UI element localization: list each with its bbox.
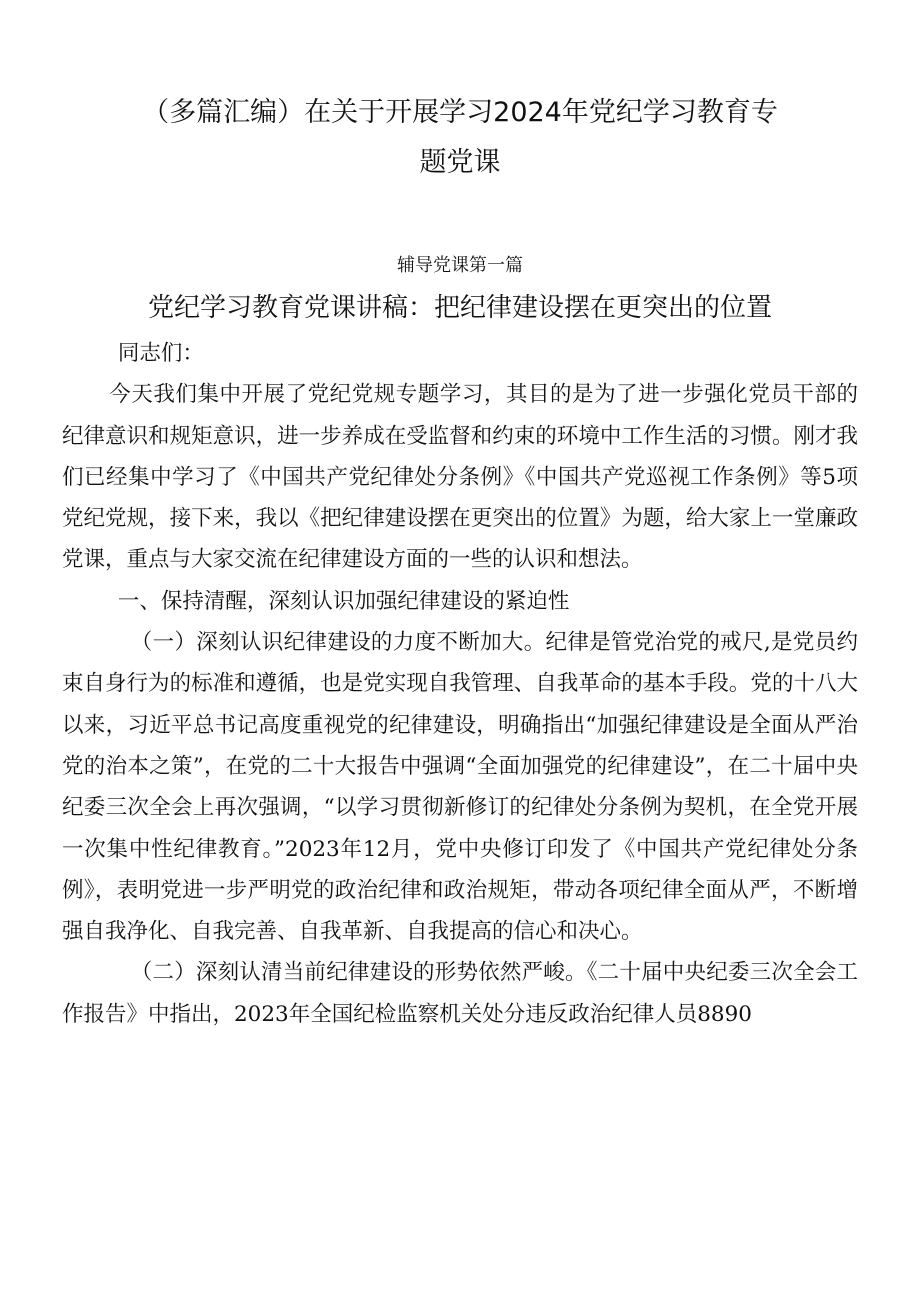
salutation: 同志们：: [117, 341, 204, 366]
point-2-paragraph: （二）深刻认清当前纪律建设的形势依然严峻。《二十届中央纪委三次全会工作报告》中指出，2023年全国纪检监察机关处分违反政治纪律人员8890: [62, 960, 858, 1027]
article-body: [62, 333, 858, 1035]
section-heading-1: 一、保持清醒，深刻认识加强纪律建设的紧迫性: [117, 588, 570, 614]
article-title: 党纪学习教育党课讲稿：把纪律建设摆在更突出的位置: [147, 293, 772, 323]
section-label: 辅导党课第一篇: [397, 255, 523, 276]
intro-paragraph: 今天我们集中开展了党纪党规专题学习，其目的是为了进一步强化党员干部的纪律意识和规矩意识，进一步养成在受监督和约束的环境中工作生活的习惯。刚才我们已经集中学习了《中国共产党纪律处分条例》《中国共产党巡视工作条例》等5项党纪党规，接下来，我以《把纪律建设摆在更突出的位置》为题，给大家上一堂廉政党课，重点与大家交流在纪律建设方面的一些的认识和想法。: [62, 382, 858, 573]
document-title: [60, 88, 860, 188]
document-title-line-1: （多篇汇编）在关于开展学习2024年党纪学习教育专: [142, 97, 778, 128]
document-title-line-2: 题党课: [419, 147, 501, 178]
point-1-paragraph: （一）深刻认识纪律建设的力度不断加大。纪律是管党治党的戒尺,是党员约束自身行为的标准和遵循，也是党实现自我管理、自我革命的基本手段。党的十八大以来，习近平总书记高度重视党的纪律建设，明确指出“加强纪律建设是全面从严治党的治本之策”，在党的二十大报告中强调“全面加强党的纪律建设”，在二十届中央纪委三次全会上再次强调，“以学习贯彻新修订的纪律处分条例为契机，在全党开展一次集中性纪律教育。”2023年12月，党中央修订印发了《中国共产党纪律处分条例》，表明党进一步严明党的政治纪律和政治规矩，带动各项纪律全面从严，不断增强自我净化、自我完善、自我革新、自我提高的信心和决心。: [62, 630, 858, 945]
